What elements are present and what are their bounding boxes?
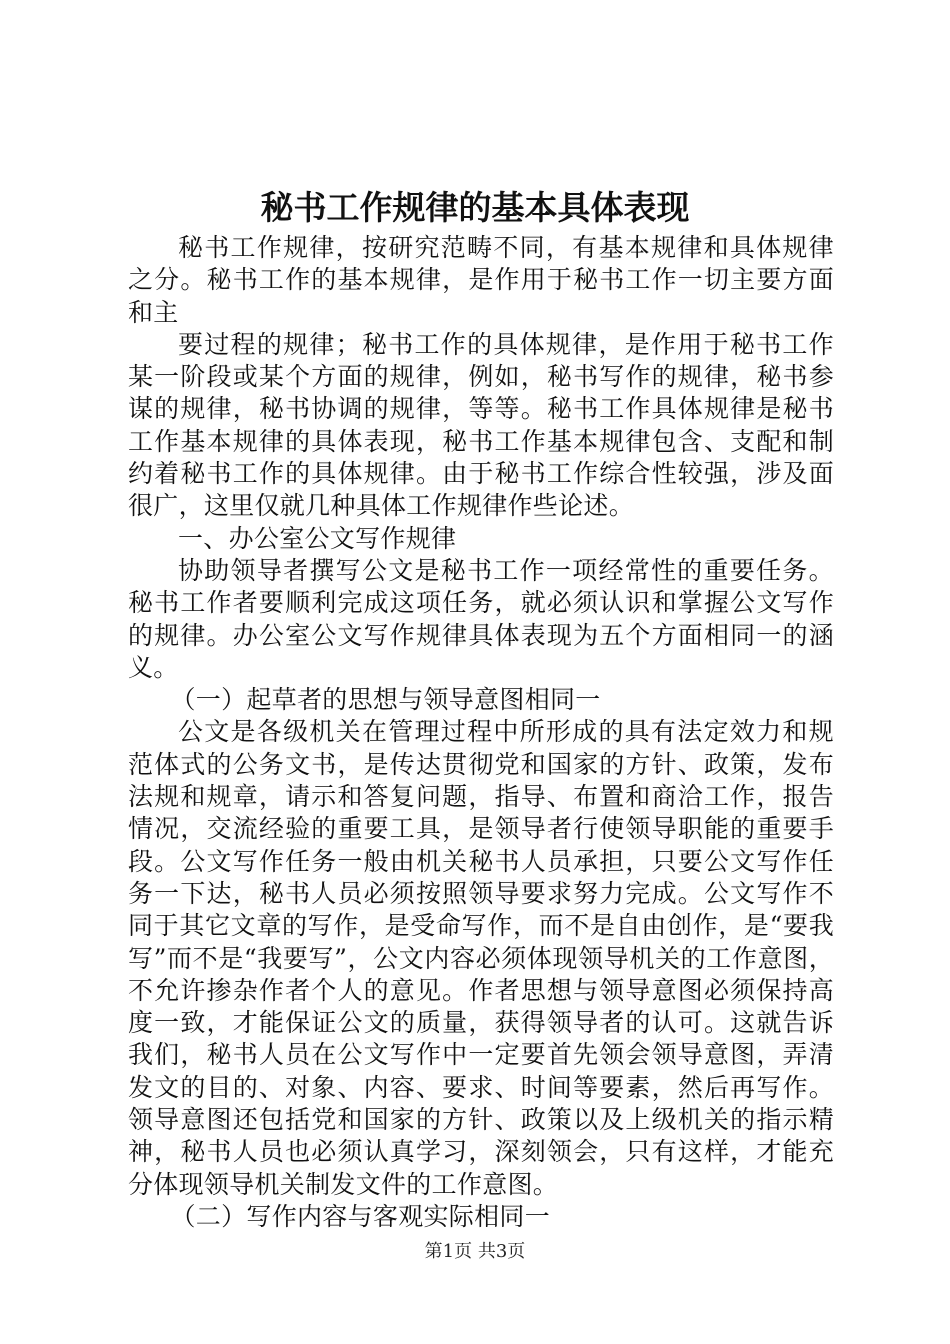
- paragraph-intro-2: 要过程的规律；秘书工作的具体规律，是作用于秘书工作某一阶段或某个方面的规律，例如，秘书写作的规律，秘书参谋的规律，秘书协调的规律，等等。秘书工作具体规律是秘书工作基本规律的具体表现，秘书工作基本规律包含、支配和制约着秘书工作的具体规律。由于秘书工作综合性较强，涉及面很广，这里仅就几种具体工作规律作些论述。: [128, 329, 834, 521]
- page-footer: [0, 1240, 950, 1264]
- paragraph-section-1: 协助领导者撰写公文是秘书工作一项经常性的重要任务。秘书工作者要顺利完成这项任务，就必须认识和掌握公文写作的规律。办公室公文写作规律具体表现为五个方面相同一的涵义。: [128, 555, 834, 682]
- paragraph-subsection-1: 公文是各级机关在管理过程中所形成的具有法定效力和规范体式的公务文书，是传达贯彻党和国家的方针、政策，发布法规和规章，请示和答复问题，指导、布置和商洽工作，报告情况，交流经验的重要工具，是领导者行使领导职能的重要手段。公文写作任务一般由机关秘书人员承担，只要公文写作任务一下达，秘书人员必须按照领导要求努力完成。公文写作不同于其它文章的写作，是受命写作，而不是自由创作，是“要我写”而不是“我要写”，公文内容必须体现领导机关的工作意图，不允许掺杂作者个人的意见。作者思想与领导意图必须保持高度一致，才能保证公文的质量，获得领导者的认可。这就告诉我们，秘书人员在公文写作中一定要首先领会领导意图，弄清发文的目的、对象、内容、要求、时间等要素，然后再写作。领导意图还包括党和国家的方针、政策以及上级机关的指示精神，秘书人员也必须认真学习，深刻领会，只有这样，才能充分体现领导机关制发文件的工作意图。: [128, 717, 834, 1199]
- subsection-heading-1: （一）起草者的思想与领导意图相同一: [170, 685, 601, 715]
- section-heading-1: 一、办公室公文写作规律: [178, 523, 457, 553]
- paragraph-intro-1: 秘书工作规律，按研究范畴不同，有基本规律和具体规律之分。秘书工作的基本规律，是作用于秘书工作一切主要方面和主: [128, 233, 834, 327]
- document-title: 秘书工作规律的基本具体表现: [260, 188, 690, 227]
- page-number-label: 第1页 共3页: [424, 1241, 526, 1262]
- subsection-heading-2: （二）写作内容与客观实际相同一: [170, 1201, 551, 1231]
- document-body: [128, 232, 834, 1233]
